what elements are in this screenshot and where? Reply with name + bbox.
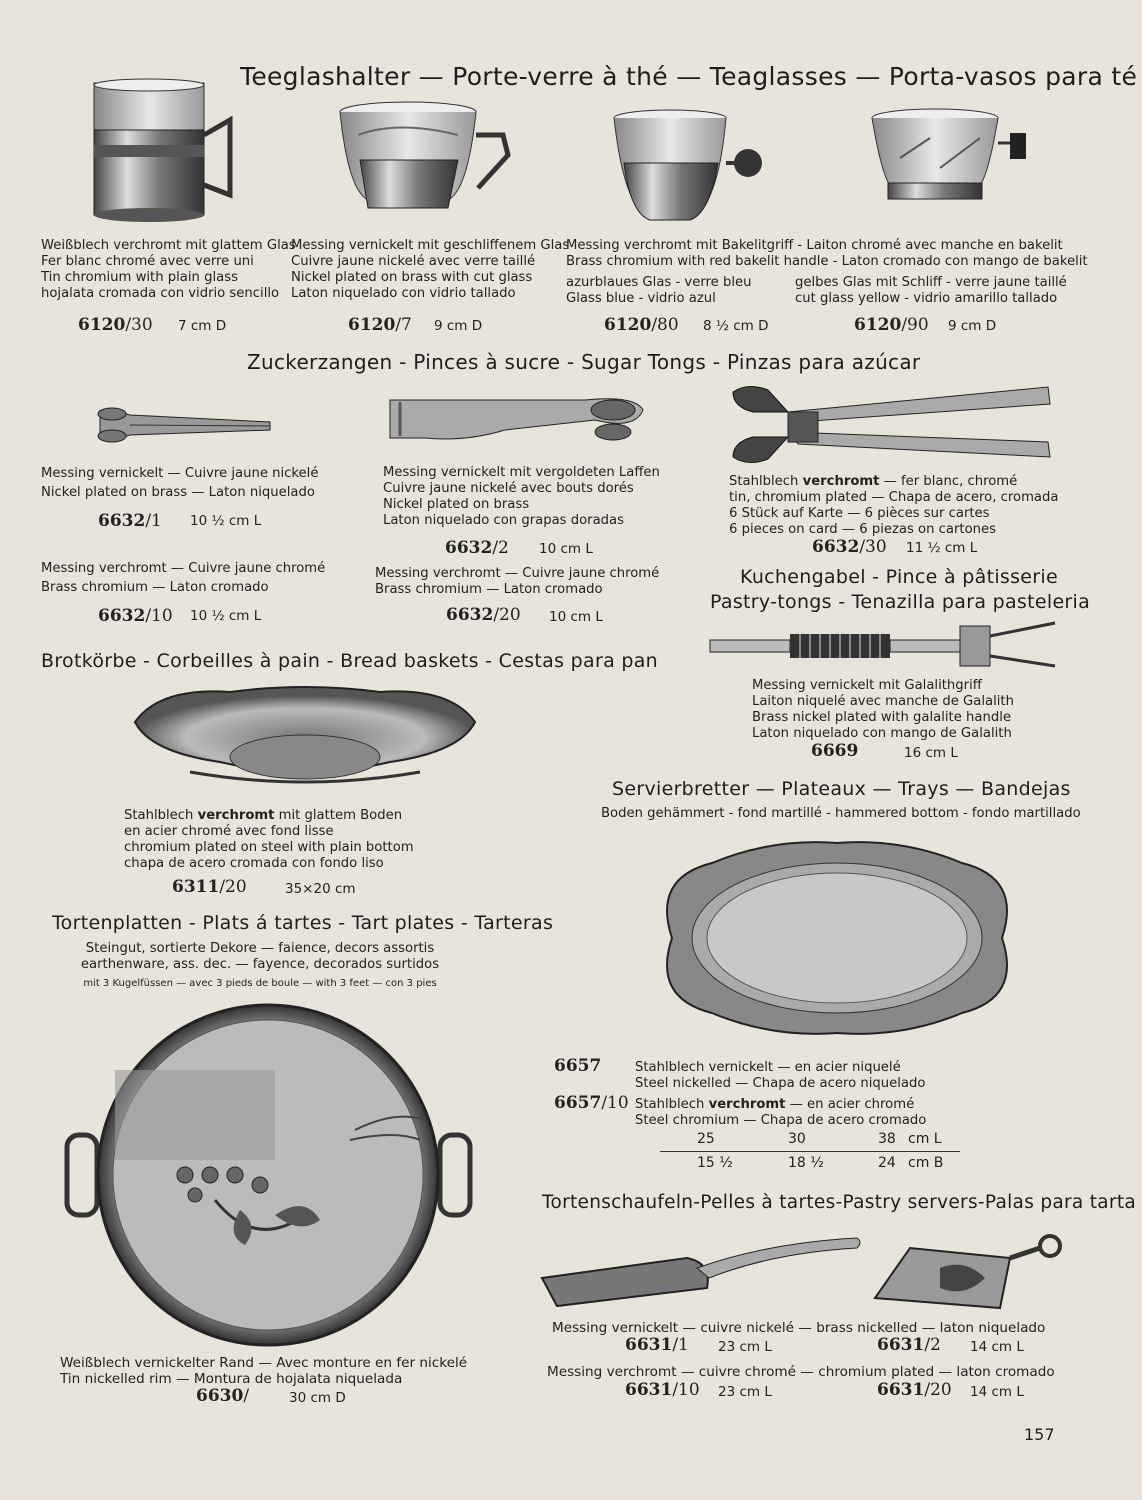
size-6630: 30 cm D	[289, 1390, 346, 1406]
article-6120-80: 6120/80	[604, 315, 679, 335]
bread-description: Stahlblech verchromt mit glattem Boden en acier chromé avec fond lisse chromium plated on steel with plain bottom chapa de acero cromada con fondo liso	[124, 808, 414, 871]
pastry-title-1: Kuchengabel - Pince à pâtisserie	[740, 566, 1058, 588]
tart-rim-description: Weißblech vernickelter Rand — Avec monture en fer nickelé Tin nickelled rim — Montura de hojalata niquelada	[60, 1355, 468, 1387]
pastry-description: Messing vernickelt mit Galalithgriff Laiton niquelé avec manche de Galalith Brass nickel plated with galalite handle Laton niquelado con mango de Galalith	[752, 678, 1014, 741]
size-6632-2: 10 cm L	[539, 541, 593, 557]
tongs-b2-description: Messing verchromt — Cuivre jaune chromé Brass chromium — Laton cromado	[375, 566, 660, 597]
size-6631-10: 23 cm L	[718, 1384, 772, 1400]
article-6631-20: 6631/20	[877, 1380, 952, 1400]
size-6631-20: 14 cm L	[970, 1384, 1024, 1400]
article-6632-20: 6632/20	[446, 605, 521, 625]
serving-tray-image	[652, 838, 1022, 1038]
tongs-a2-description: Messing verchromt — Cuivre jaune chromé Brass chromium — Laton cromado	[41, 561, 326, 595]
tray-6657-description: Stahlblech vernickelt — en acier niquelé Steel nickelled — Chapa de acero niquelado	[635, 1060, 926, 1091]
trays-subtitle: Boden gehämmert - fond martillé - hammered bottom - fondo martillado	[601, 806, 1081, 821]
size-6632-30: 11 ½ cm L	[906, 540, 978, 556]
tea-shared-description: Messing verchromt mit Bakelitgriff - Laiton chromé avec manche en bakelit Brass chromium with red bakelit handle - Laton cromado con mango de bakelit	[566, 238, 1088, 269]
trays-title: Servierbretter — Plateaux — Trays — Bandejas	[612, 778, 1071, 800]
article-6657-10: 6657/10	[554, 1093, 629, 1113]
tea-variant-blue: azurblaues Glas - verre bleu Glass blue - vidrio azul	[566, 275, 752, 306]
size-unit: cm L	[908, 1131, 942, 1147]
article-6120-90: 6120/90	[854, 315, 929, 335]
tongs-title: Zuckerzangen - Pinces à sucre - Sugar Tongs - Pinzas para azúcar	[247, 350, 921, 374]
size-cell: 38	[878, 1131, 896, 1147]
pastry-title-2: Pastry-tongs - Tenazilla para pasteleria	[710, 591, 1091, 613]
size-6311-20: 35×20 cm	[285, 881, 356, 897]
tart-title: Tortenplatten - Plats á tartes - Tart plates - Tarteras	[52, 912, 554, 934]
size-6120-80: 8 ½ cm D	[703, 318, 769, 334]
pastry-server-nickel-image	[537, 1228, 867, 1308]
bread-basket-image	[130, 682, 480, 792]
article-6669: 6669	[811, 741, 859, 761]
size-6120-30: 7 cm D	[178, 318, 227, 334]
article-6632-1: 6632/1	[98, 511, 162, 531]
size-cell: 15 ½	[697, 1155, 733, 1171]
article-6120-30: 6120/30	[78, 315, 153, 335]
size-6632-10: 10 ½ cm L	[190, 608, 262, 624]
article-6631-10: 6631/10	[625, 1380, 700, 1400]
size-cell: 18 ½	[788, 1155, 824, 1171]
pastry-server-chrome-image	[870, 1228, 1070, 1313]
size-unit: cm B	[908, 1155, 944, 1171]
tray-6657-10-description: Stahlblech verchromt — en acier chromé Steel chromium — Chapa de acero cromado	[635, 1097, 927, 1128]
article-6657: 6657	[554, 1056, 602, 1076]
tongs-c-description: Stahlblech verchromt — fer blanc, chromé tin, chromium plated — Chapa de acero, cromada 6 Stück auf Karte — 6 pièces sur cartes 6 pieces on card — 6 piezas on cartones	[729, 474, 1059, 537]
article-6632-10: 6632/10	[98, 606, 173, 626]
tray-size-table	[660, 1131, 960, 1171]
pastry-tongs-image	[710, 618, 1060, 673]
sugar-tongs-gilded-image	[385, 390, 645, 450]
tart-description: Steingut, sortierte Dekore — faience, decors assortis earthenware, ass. dec. — fayence, decorados surtidos	[80, 941, 440, 972]
article-6632-2: 6632/2	[445, 538, 509, 558]
servers-title: Tortenschaufeln-Pelles à tartes-Pastry servers-Palas para tarta	[542, 1192, 1137, 1213]
servers-chrome-description: Messing verchromt — cuivre chromé — chromium plated — laton cromado	[547, 1364, 1055, 1380]
article-6630: 6630/	[196, 1386, 250, 1406]
tea-title: Teeglashalter — Porte-verre à thé — Teaglasses — Porta-vasos para té	[240, 62, 1138, 91]
tea-glass-holder-bakelit-image	[610, 108, 770, 233]
size-cell: 25	[697, 1131, 715, 1147]
size-cell: 24	[878, 1155, 896, 1171]
size-6631-1: 23 cm L	[718, 1339, 772, 1355]
tongs-b-description: Messing vernickelt mit vergoldeten Laffen Cuivre jaune nickelé avec bouts dorés Nickel plated on brass Laton niquelado con grapas doradas	[383, 465, 660, 528]
tea-glass-holder-cut-image	[338, 100, 538, 230]
article-6632-30: 6632/30	[812, 537, 887, 557]
bread-title: Brotkörbe - Corbeilles à pain - Bread baskets - Cestas para pan	[41, 650, 659, 672]
tart-plate-image	[65, 1000, 475, 1355]
sugar-tongs-claw-image	[728, 382, 1053, 467]
article-6311-20: 6311/20	[172, 877, 247, 897]
size-6120-7: 9 cm D	[434, 318, 483, 334]
article-6631-1: 6631/1	[625, 1335, 689, 1355]
article-6120-7: 6120/7	[348, 315, 412, 335]
servers-nickel-description: Messing vernickelt — cuivre nickelé — brass nickelled — laton niquelado	[552, 1320, 1046, 1336]
tea-item-2-description: Messing vernickelt mit geschliffenem Glas Cuivre jaune nickelé avec verre taillé Nickel plated on brass with cut glass Laton niquelado con vidrio tallado	[291, 238, 570, 301]
tart-feet-note: mit 3 Kugelfüssen — avec 3 pieds de boule — with 3 feet — con 3 pies	[83, 978, 437, 989]
size-6632-20: 10 cm L	[549, 609, 603, 625]
sugar-tongs-nickel-image	[90, 400, 280, 450]
tea-variant-yellow: gelbes Glas mit Schliff - verre jaune taillé cut glass yellow - vidrio amarillo tallado	[795, 275, 1067, 306]
tea-item-1-description: Weißblech verchromt mit glattem Glas Fer blanc chromé avec verre uni Tin chromium with plain glass hojalata cromada con vidrio sencillo	[41, 238, 296, 301]
size-6631-2: 14 cm L	[970, 1339, 1024, 1355]
page-number: 157	[1024, 1425, 1055, 1444]
tea-glass-holder-plain-image	[80, 75, 240, 230]
tea-glass-holder-yellow-image	[870, 108, 1040, 233]
size-cell: 30	[788, 1131, 806, 1147]
size-6632-1: 10 ½ cm L	[190, 513, 262, 529]
size-6669: 16 cm L	[904, 745, 958, 761]
article-6631-2: 6631/2	[877, 1335, 941, 1355]
tongs-a-description: Messing vernickelt — Cuivre jaune nickelé Nickel plated on brass — Laton niquelado	[41, 466, 319, 500]
size-6120-90: 9 cm D	[948, 318, 997, 334]
